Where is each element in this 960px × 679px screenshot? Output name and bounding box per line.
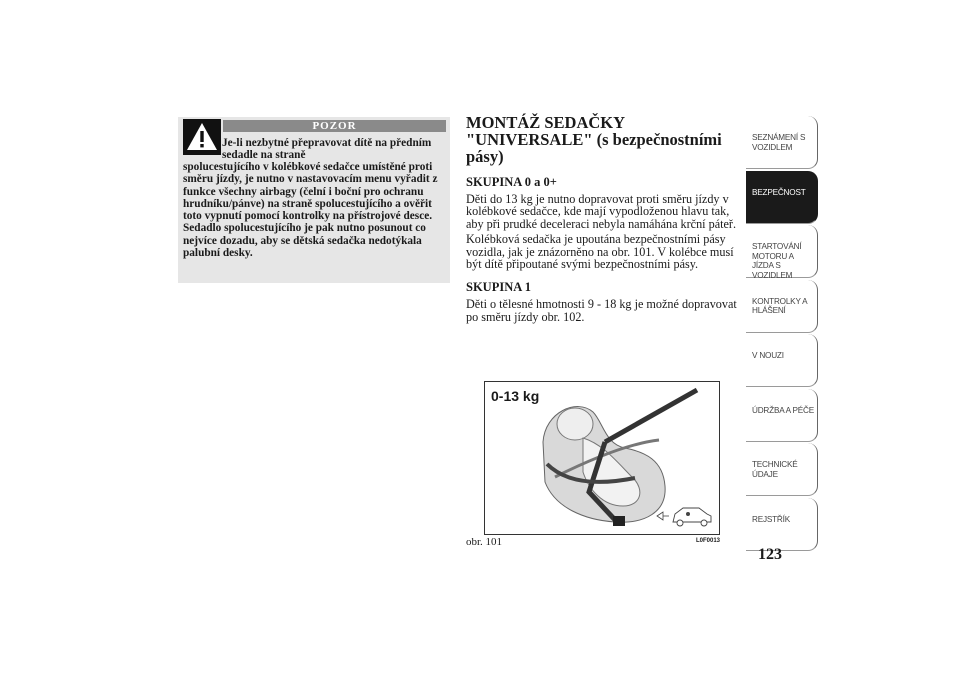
warning-box bbox=[178, 117, 450, 283]
warning-body: spolucestujícího v kolébkové sedačce umístěné proti směru jízdy, je nutno v nastavovacím menu vyřadit z funkce všechny airbagy (čelní i boční pro ochranu hrudníku/pánve) na straně spolucestujícího a ověřit toto vypnutí pomocí kontrolky na přístrojové desce. Sedadlo spolucestujícího je pak nutno posunout co nejvíce dozadu, aby se dětská sedačka nedotýkala palubní desky. bbox=[183, 161, 438, 260]
tab-safety[interactable] bbox=[746, 171, 818, 224]
tab-maintenance[interactable] bbox=[746, 389, 818, 442]
car-icon bbox=[673, 508, 711, 526]
tab-vehicle-intro[interactable] bbox=[746, 116, 818, 169]
warning-lead: Je-li nezbytné přepravovat dítě na předním sedadle na straně bbox=[222, 137, 432, 161]
group2-title: SKUPINA 1 bbox=[466, 280, 531, 295]
tab-label: KONTROLKY A HLÁŠENÍ bbox=[752, 296, 807, 315]
direction-arrow-icon bbox=[657, 512, 669, 520]
figure-label: 0-13 kg bbox=[491, 388, 540, 404]
group1-title: SKUPINA 0 a 0+ bbox=[466, 175, 557, 189]
tab-label: ÚDRŽBA A PÉČE bbox=[752, 405, 815, 415]
section-title: MONTÁŽ SEDAČKY "UNIVERSALE" (s bezpečnostními pásy) bbox=[466, 113, 722, 166]
tab-label: STARTOVÁNÍ MOTORU A JÍZDA S VOZIDLEM bbox=[752, 242, 802, 280]
figure-101 bbox=[484, 381, 720, 535]
page-number: 123 bbox=[758, 546, 782, 563]
tab-starting-driving[interactable] bbox=[746, 225, 818, 278]
tab-emergency[interactable] bbox=[746, 334, 818, 387]
tab-label: REJSTŘÍK bbox=[752, 514, 790, 524]
tab-index[interactable] bbox=[746, 498, 818, 551]
tab-label: TECHNICKÉ ÚDAJE bbox=[752, 460, 798, 479]
chapter-tabs bbox=[746, 116, 818, 552]
child-seat-illustration bbox=[485, 382, 719, 534]
tab-label: SEZNÁMENÍ S VOZIDLEM bbox=[752, 133, 806, 152]
warning-triangle-icon bbox=[183, 119, 221, 155]
tab-warning-lights[interactable] bbox=[746, 280, 818, 333]
group2-paragraph-1: Děti o tělesné hmotnosti 9 - 18 kg je možné dopravovat po směru jízdy obr. 102. bbox=[466, 297, 737, 324]
content-column bbox=[466, 114, 744, 326]
tab-label: V NOUZI bbox=[752, 351, 784, 360]
figure-caption: obr. 101 bbox=[466, 536, 503, 548]
figure-code: L0F0013 bbox=[696, 538, 721, 544]
group1-paragraph-2: Kolébková sedačka je upoutána bezpečnostními pásy vozidla, jak je znázorněno na obr. 101. V kolébce musí být dítě připoutané svými bezpečnostními pásy. bbox=[466, 232, 734, 272]
group1-paragraph-1: Děti do 13 kg je nutno dopravovat proti směru jízdy v kolébkové sedačce, kde mají vypodloženou hlavu tak, aby při prudké deceleraci nebyla namáhána krční páteř. bbox=[466, 192, 737, 231]
tab-label: BEZPEČNOST bbox=[752, 187, 806, 197]
warning-header: POZOR bbox=[223, 120, 446, 132]
tab-technical-data[interactable] bbox=[746, 443, 818, 496]
